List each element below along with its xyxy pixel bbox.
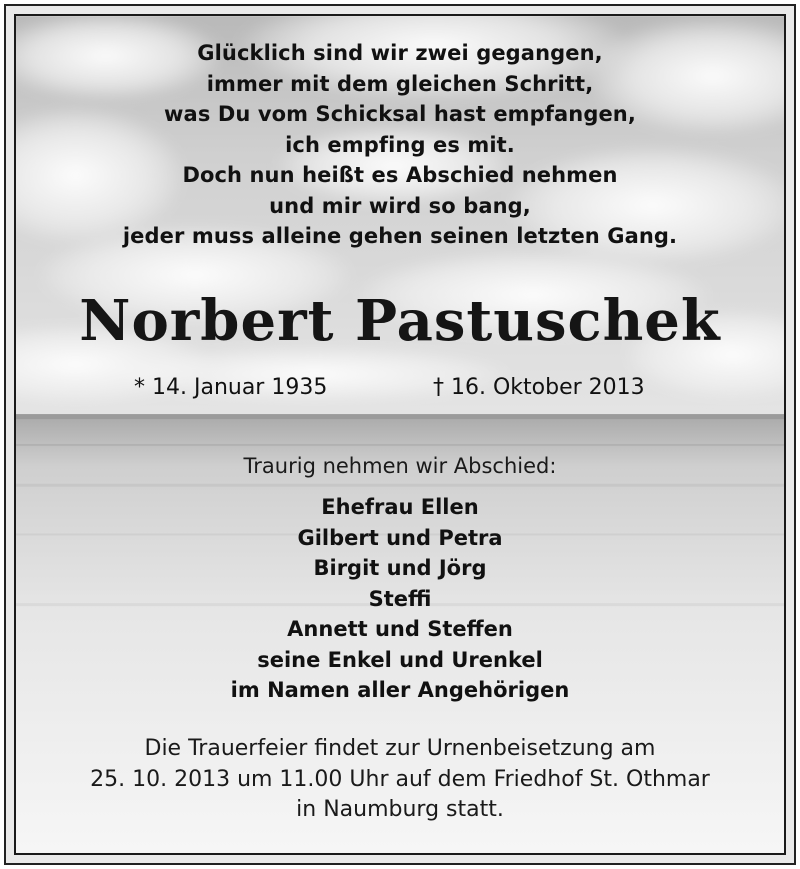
death-date: † 16. Oktober 2013	[433, 375, 645, 400]
poem-line: was Du vom Schicksal hast empfangen,	[164, 102, 636, 126]
obituary-card	[14, 14, 786, 855]
notice-line: 25. 10. 2013 um 11.00 Uhr auf dem Friedhof St. Othmar	[90, 766, 710, 792]
poem-line: Glücklich sind wir zwei gegangen,	[197, 41, 603, 65]
poem-line: jeder muss alleine gehen seinen letzten Gang.	[122, 224, 678, 248]
poem	[16, 38, 784, 252]
mourners-list	[16, 492, 784, 706]
mourner-entry: Annett und Steffen	[287, 617, 513, 641]
poem-line: und mir wird so bang,	[269, 193, 531, 218]
birth-date: * 14. Januar 1935	[134, 375, 328, 400]
mourning-intro: Traurig nehmen wir Abschied:	[243, 454, 557, 478]
mourner-entry: Steffi	[368, 586, 432, 611]
notice-line: in Naumburg statt.	[296, 797, 504, 822]
poem-line: Doch nun heißt es Abschied nehmen	[182, 163, 618, 187]
mourner-entry: Ehefrau Ellen	[321, 495, 479, 519]
poem-line: ich empfing es mit.	[285, 132, 515, 157]
mourner-entry: Gilbert und Petra	[297, 525, 503, 550]
mourner-entry: Birgit und Jörg	[313, 556, 487, 580]
deceased-name: Norbert Pastuschek	[79, 288, 721, 354]
obituary-content	[16, 16, 784, 853]
funeral-notice	[16, 734, 784, 826]
notice-line: Die Trauerfeier findet zur Urnenbeisetzung am	[144, 736, 656, 761]
mourner-entry: seine Enkel und Urenkel	[257, 647, 543, 672]
life-dates	[16, 371, 784, 405]
mourner-entry: im Namen aller Angehörigen	[230, 678, 570, 702]
poem-line: immer mit dem gleichen Schritt,	[206, 71, 594, 96]
